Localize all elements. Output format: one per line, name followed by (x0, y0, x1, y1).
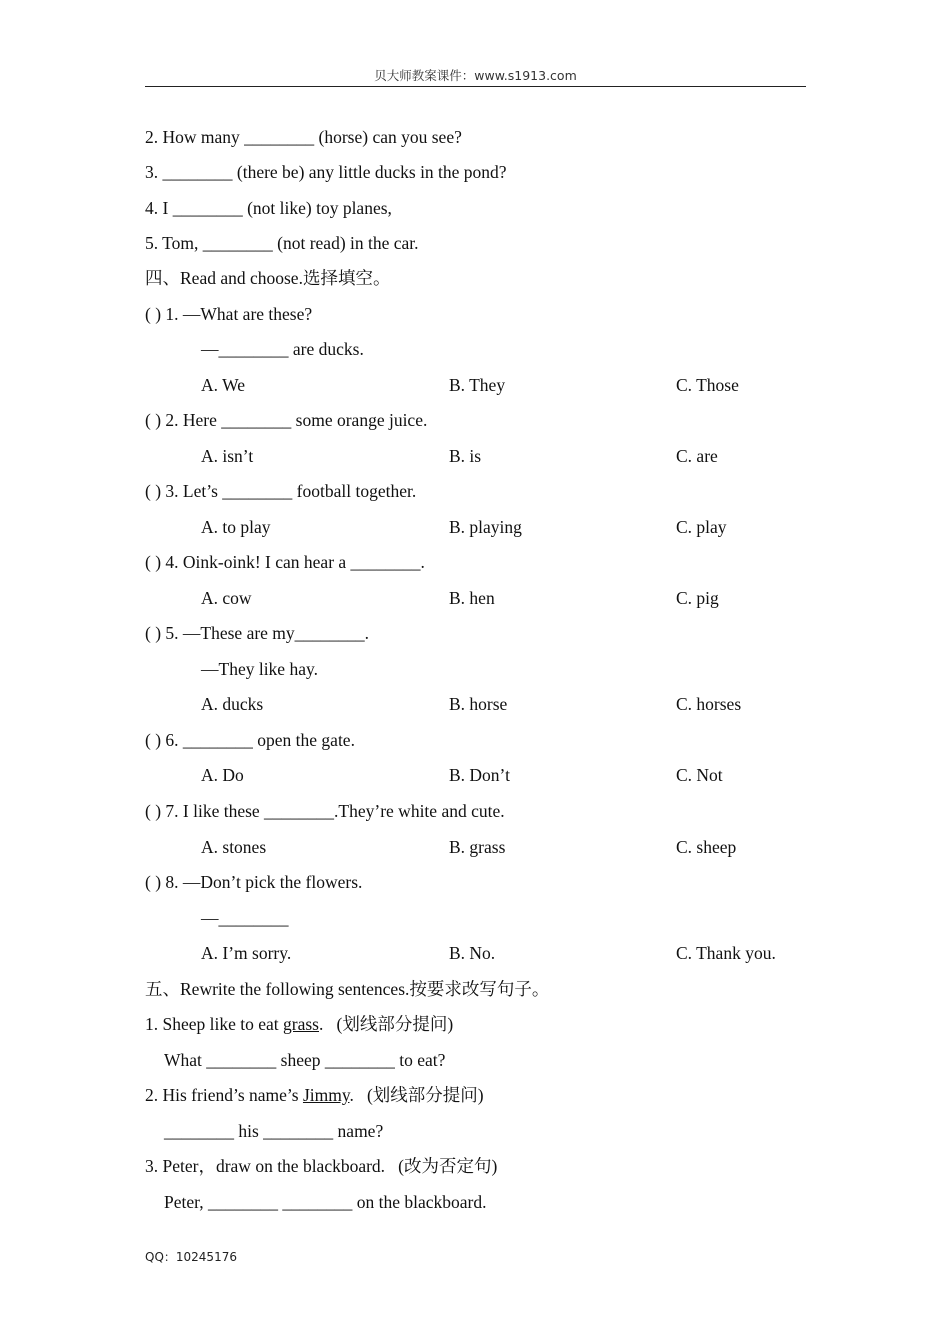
option-a: A. Do (201, 765, 244, 785)
question-stem: ( ) 1. —What are these? (145, 304, 313, 324)
question-stem: ( ) 6. ________ open the gate. (145, 730, 355, 750)
option-b: B. Don’t (449, 765, 510, 785)
exercise-line: 5. Tom, ________ (not read) in the car. (145, 233, 419, 253)
question-stem: ( ) 3. Let’s ________ football together. (145, 481, 417, 501)
section-title: 四、Read and choose.选择填空。 (145, 268, 391, 288)
option-c: C. pig (676, 588, 719, 608)
option-c: C. sheep (676, 837, 737, 857)
option-c: C. Thank you. (676, 943, 776, 963)
option-c: C. are (676, 446, 718, 466)
option-a: A. to play (201, 517, 271, 537)
option-c: C. Not (676, 765, 723, 785)
underlined-word: grass (283, 1014, 319, 1034)
option-a: A. stones (201, 837, 267, 857)
rewrite-text: 2. His friend’s name’s (145, 1085, 303, 1105)
question-sub: —They like hay. (201, 659, 318, 679)
question-stem: ( ) 2. Here ________ some orange juice. (145, 410, 428, 430)
option-b: B. They (449, 375, 506, 395)
rewrite-item (145, 1013, 453, 1035)
page-header: 贝大师教案课件：www.s1913.com (374, 68, 577, 83)
option-b: B. No. (449, 943, 496, 963)
rewrite-answer: What ________ sheep ________ to eat? (164, 1050, 446, 1070)
page-footer: QQ：10245176 (145, 1250, 237, 1264)
option-b: B. grass (449, 837, 506, 857)
question-stem: ( ) 7. I like these ________.They’re white and cute. (145, 801, 505, 821)
question-stem: ( ) 4. Oink-oink! I can hear a ________. (145, 552, 425, 572)
exercise-line: 3. ________ (there be) any little ducks in the pond? (145, 162, 507, 182)
option-b: B. horse (449, 694, 508, 714)
underlined-word: Jimmy (302, 1085, 350, 1105)
rewrite-instruction: . (划线部分提问) (349, 1085, 484, 1105)
question-stem: ( ) 8. —Don’t pick the flowers. (145, 872, 363, 892)
option-c: C. play (676, 517, 727, 537)
rewrite-answer: Peter, ________ ________ on the blackboard. (164, 1192, 487, 1212)
exercise-line: 2. How many ________ (horse) can you see? (145, 127, 462, 147)
option-c: C. horses (676, 694, 742, 714)
option-a: A. isn’t (201, 446, 254, 466)
option-b: B. hen (449, 588, 495, 608)
rewrite-answer: ________ his ________ name? (164, 1121, 384, 1141)
rewrite-item (145, 1084, 484, 1106)
option-c: C. Those (676, 375, 739, 395)
question-sub: —________ (201, 908, 289, 928)
option-a: A. cow (201, 588, 252, 608)
question-sub: —________ are ducks. (201, 339, 364, 359)
option-b: B. playing (449, 517, 522, 537)
rewrite-item (145, 1155, 497, 1177)
rewrite-text: 1. Sheep like to eat (145, 1014, 284, 1034)
option-b: B. is (449, 446, 482, 466)
option-a: A. We (201, 375, 245, 395)
header-divider (145, 86, 806, 87)
option-a: A. I’m sorry. (201, 943, 292, 963)
section-title: 五、Rewrite the following sentences.按要求改写句子。 (145, 979, 550, 999)
question-stem: ( ) 5. —These are my________. (145, 623, 370, 643)
rewrite-text: 3. Peter，draw on the blackboard. (改为否定句) (145, 1156, 498, 1176)
rewrite-instruction: . (划线部分提问) (319, 1014, 454, 1034)
option-a: A. ducks (201, 694, 264, 714)
exercise-line: 4. I ________ (not like) toy planes, (145, 198, 392, 218)
